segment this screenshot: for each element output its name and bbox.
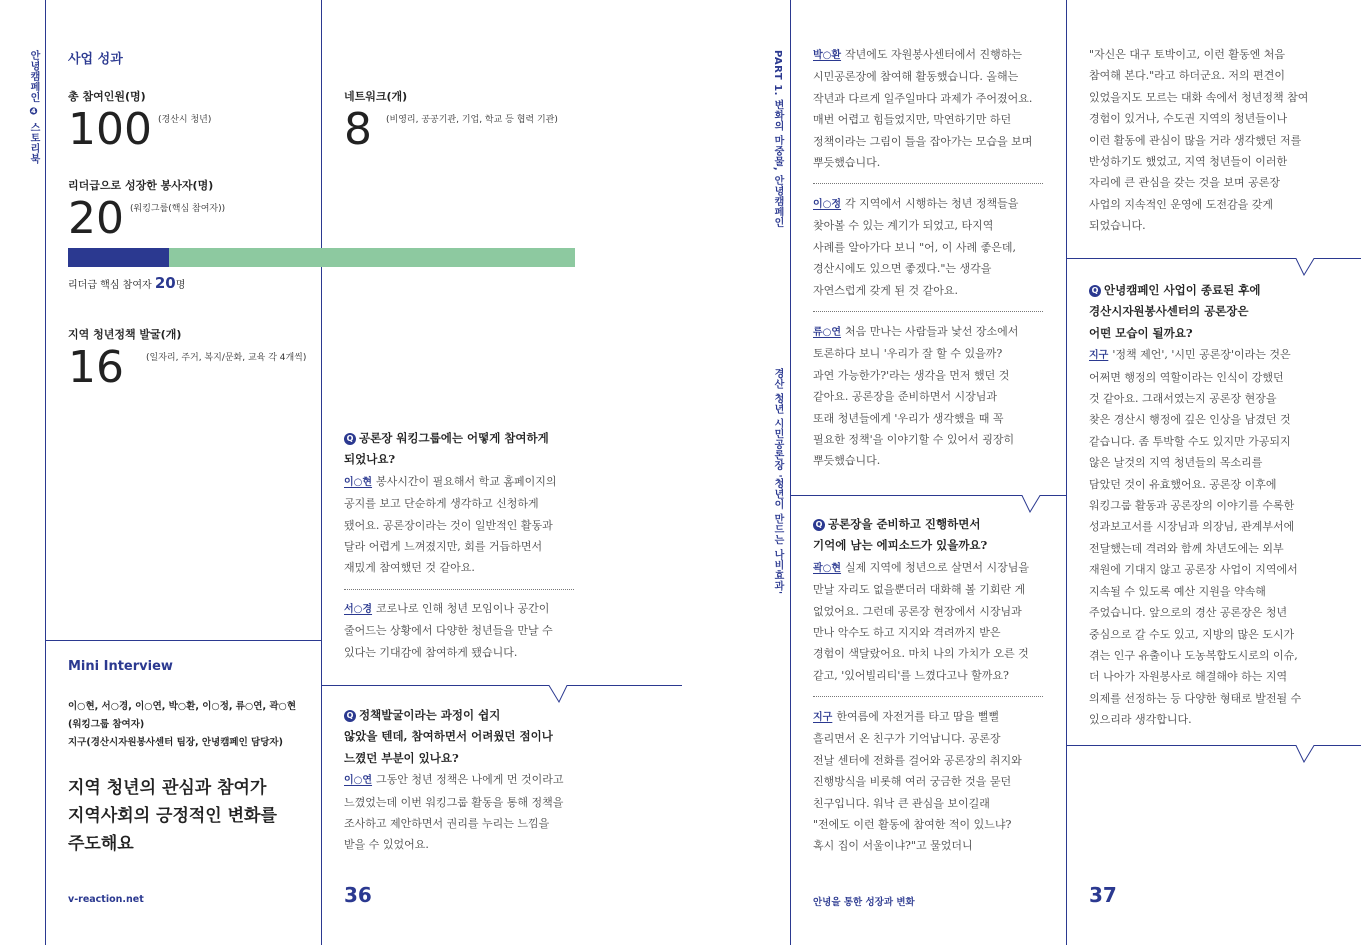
left-page-number: 36 [344,883,372,907]
answer-block-lee [813,193,1058,301]
mini-interview-title: Mini Interview [68,659,173,674]
sidebar-storybook-label: 안녕캠페인 ❹ 스토리북 [28,50,39,164]
stat-label: 네트워크(개) [344,90,408,103]
left-page-margin-line [45,0,46,945]
bar-caption [68,274,185,292]
question-1 [344,428,584,471]
mini-interview-participants [68,698,296,752]
stat-note: (비영리, 공공기관, 기업, 학교 등 협력 기관) [386,115,558,125]
left-bubble-line [321,676,683,706]
qa-block-1-answer-2 [344,598,584,663]
right-page-number: 37 [1089,883,1117,907]
interview-headline: 지역 청년의 관심과 참여가 지역사회의 긍정적인 변화를 주도해요 [68,778,277,854]
answer [1089,344,1351,730]
answer [344,471,584,579]
answer-block-park [813,44,1058,173]
question-text: 안녕캠페인 사업이 종료된 후에 경산시자원봉사센터의 공론장은 어떤 모습이 될까요? [1089,283,1261,340]
question-3 [813,514,1058,557]
stat-note: (일자리, 주거, 복지/문화, 교육 각 4개씩) [146,353,307,363]
participants-names: 이○현, 서○경, 이○연, 박○환, 이○정, 류○연, 곽○현 [68,701,297,712]
sidebar-project-label: 경산 청년 시민공론장 '청년이 만드는 나비효과' [772,368,783,595]
stat-network [344,88,558,155]
speaker-name: 지구 [813,712,833,723]
question-4 [1089,280,1351,344]
speaker-name: 이○정 [813,199,842,210]
section-title: 사업 성과 [68,52,123,67]
question-text: 공론장 워킹그룹에는 어떻게 참여하게 되었나요? [344,431,549,467]
question-icon: Q [1089,285,1101,297]
right-bubble-line-2 [1066,249,1361,279]
stat-leader-volunteers [68,177,226,244]
left-page-column-line [321,0,322,945]
answer-text: 처음 만나는 사람들과 낯선 장소에서 토론하다 보니 '우리가 잘 할 수 있을까? 과연 가능한가?'라는 생각을 먼저 했던 것 같아요. 공론장을 준비하면서 시장님과 또래 청년들에게 '우리가 생각했을 때 꼭 필요한 정책'을 이야기할 수 있어서 굉장히 뿌듯했습니다. [813,325,1019,468]
divider [813,183,1043,184]
question-icon: Q [813,519,825,531]
qa-block-1 [344,428,584,579]
stat-value: 16 [68,342,124,393]
stat-note: (워킹그룹(핵심 참여자)) [130,204,226,214]
right-bubble-line-1 [790,486,1067,516]
stat-label: 리더급으로 성장한 봉사자(명) [68,179,214,192]
leader-progress-bar [68,248,575,267]
answer-text: 작년에도 자원봉사센터에서 진행하는 시민공론장에 참여해 활동했습니다. 올해는 작년과 다르게 일주일마다 과제가 주어졌어요. 매번 어렵고 힘들었지만, 막연하기만 하던 정책이라는 그림이 틀을 잡아가는 모습을 보며 뿌듯했습니다. [813,48,1033,170]
speaker-name: 류○연 [813,327,842,338]
stat-note: (경산시 청년) [157,115,212,125]
answer [813,44,1058,173]
qa-block-4 [1089,280,1351,731]
question-icon: Q [344,710,356,722]
stat-label: 지역 청년정책 발굴(개) [68,328,182,341]
question-icon: Q [344,433,356,445]
stat-policy-discovery [68,326,307,393]
answer [344,769,584,856]
continued-answer-text: "자신은 대구 토박이고, 이런 활동엔 처음 참여해 본다."라고 하더군요. 저의 편견이 있었을지도 모르는 대화 속에서 청년정책 참여 경험이 있거나, 수도권 지역의 청년들이나 이런 활동에 관심이 많을 거라 생각했던 저를 반성하기도 했었고, 지역 청년들이 이러한 자리에 큰 관심을 갖는 것을 보며 공론장 사업의 지속적인 운영에 도전감을 갖게 되었습니다. [1089,48,1309,233]
bar-caption-prefix: 리더급 핵심 참여자 [68,280,155,291]
answer-text: 봉사시간이 필요해서 학교 홈페이지의 공지를 보고 단순하게 생각하고 신청하게 됐어요. 공론장이라는 것이 일반적인 활동과 달라 어렵게 느껴졌지만, 회를 거듭하면서 재밌게 참여했던 것 같아요. [344,474,557,575]
participants-staff: 지구(경산시자원봉사센터 팀장, 안녕캠페인 담당자) [68,737,283,748]
answer-text: 코로나로 인해 청년 모임이나 공간이 줄어드는 상황에서 다양한 청년들을 만날 수 있다는 기대감에 참여하게 됐습니다. [344,602,553,659]
answer-text: 한여름에 자전거를 타고 땀을 뻘뻘 흘리면서 온 친구가 기억납니다. 공론장 전날 센터에 전화를 걸어와 공론장의 취지와 진행방식을 비롯해 여러 궁금한 것을 묻던 친구입니다. 워낙 큰 관심을 보이길래 "전에도 이런 활동에 참여한 적이 있느냐? 혹시 집이 서울이냐?"고 물었더니 [813,710,1022,853]
answer [813,706,1058,857]
bar-caption-suffix: 명 [175,280,186,291]
question-2 [344,705,584,769]
speaker-name: 이○현 [344,476,373,488]
qa-block-2 [344,705,584,856]
stat-value: 8 [344,104,372,155]
right-bubble-line-3 [1066,736,1361,766]
stat-value: 20 [68,193,124,244]
answer-block-staff [813,706,1058,857]
speaker-name: 지구 [1089,350,1109,362]
speaker-name: 이○연 [344,775,373,787]
speaker-name: 곽○현 [813,562,842,574]
answer-text: 실제 지역에 청년으로 살면서 시장님을 만날 자리도 없을뿐더러 대화해 볼 기회란 게 없었어요. 그런데 공론장 현장에서 시장님과 만나 악수도 하고 지지와 격려까지 받은 경험이 색달랐어요. 마치 나의 가치가 오른 것 같고, '있어빌리티'를 느꼈다고나 할까요? [813,560,1030,682]
right-page-margin-line [790,0,791,945]
question-text: 정책발굴이라는 과정이 쉽지 않았을 텐데, 참여하면서 어려웠던 점이나 느꼈던 부분이 있나요? [344,708,553,765]
answer [813,193,1058,301]
participants-group: (워킹그룹 참여자) [68,719,145,730]
divider [813,696,1043,697]
qa-block-3 [813,514,1058,686]
answer [813,557,1058,686]
left-footer-url: v-reaction.net [68,894,144,905]
question-text: 공론장을 준비하고 진행하면서 기억에 남는 에피소드가 있을까요? [813,517,988,553]
right-page-column-line [1066,0,1067,945]
answer-text: 각 지역에서 시행하는 청년 정책들을 찾아볼 수 있는 계기가 되었고, 타지역 사례를 알아가다 보니 "어, 이 사례 좋은데, 경산시에도 있으면 좋겠다."는 생각을 자연스럽게 갖게 된 것 같아요. [813,197,1019,297]
answer-text: 그동안 청년 정책은 나에게 먼 것이라고 느꼈었는데 이번 워킹그룹 활동을 통해 정책을 조사하고 제안하면서 권리를 누리는 느낌을 받을 수 있었어요. [344,773,564,852]
stat-total-participants [68,88,212,155]
divider [344,589,574,590]
right-footer-title: 안녕을 통한 성장과 변화 [813,897,915,908]
sidebar-part-label: PART 1. 변화의 마중물, 안녕캠페인 [772,50,783,228]
answer-block-ryu [813,321,1058,472]
stat-label: 총 참여인원(명) [68,90,146,103]
speaker-name: 서○경 [344,604,373,615]
bar-caption-highlight: 20 [154,274,176,292]
speaker-name: 박○환 [813,50,842,61]
leader-progress-fill [68,248,169,267]
answer-text: '정책 제언', '시민 공론장'이라는 것은 어쩌면 행정의 역할이라는 인식이 강했던 것 같아요. 그래서였는지 공론장 현장을 찾은 경산시 행정에 깊은 인상을 남겼던 것 같습니다. 좀 투박할 수도 있지만 가공되지 않은 날것의 지역 청년들의 목소리를 담았던 것이 유효했어요. 공론장 이후에 워킹그룹 활동과 공론장의 이야기를 수록한 성과보고서를 시장님과 의장님, 관계부서에 전달했는데 격려와 함께 차년도에는 외부 재원에 기대지 않고 공론장 사업이 지역에서 지속될 수 있도록 예산 지원을 약속해 주었습니다. 앞으로의 경산 공론장은 청년 중심으로 갈 수도 있고, 지방의 많은 도시가 겪는 인구 유출이나 도농복합도시로의 이슈, 더 나아가 자원봉사로 해결해야 하는 지역 의제를 선정하는 등 다양한 형태로 발전될 수 있으리라 생각합니다. [1089,348,1302,727]
answer [344,598,584,663]
answer [813,321,1058,472]
mini-interview-top-line [45,640,321,641]
stat-value: 100 [68,104,152,155]
divider [813,311,1043,312]
